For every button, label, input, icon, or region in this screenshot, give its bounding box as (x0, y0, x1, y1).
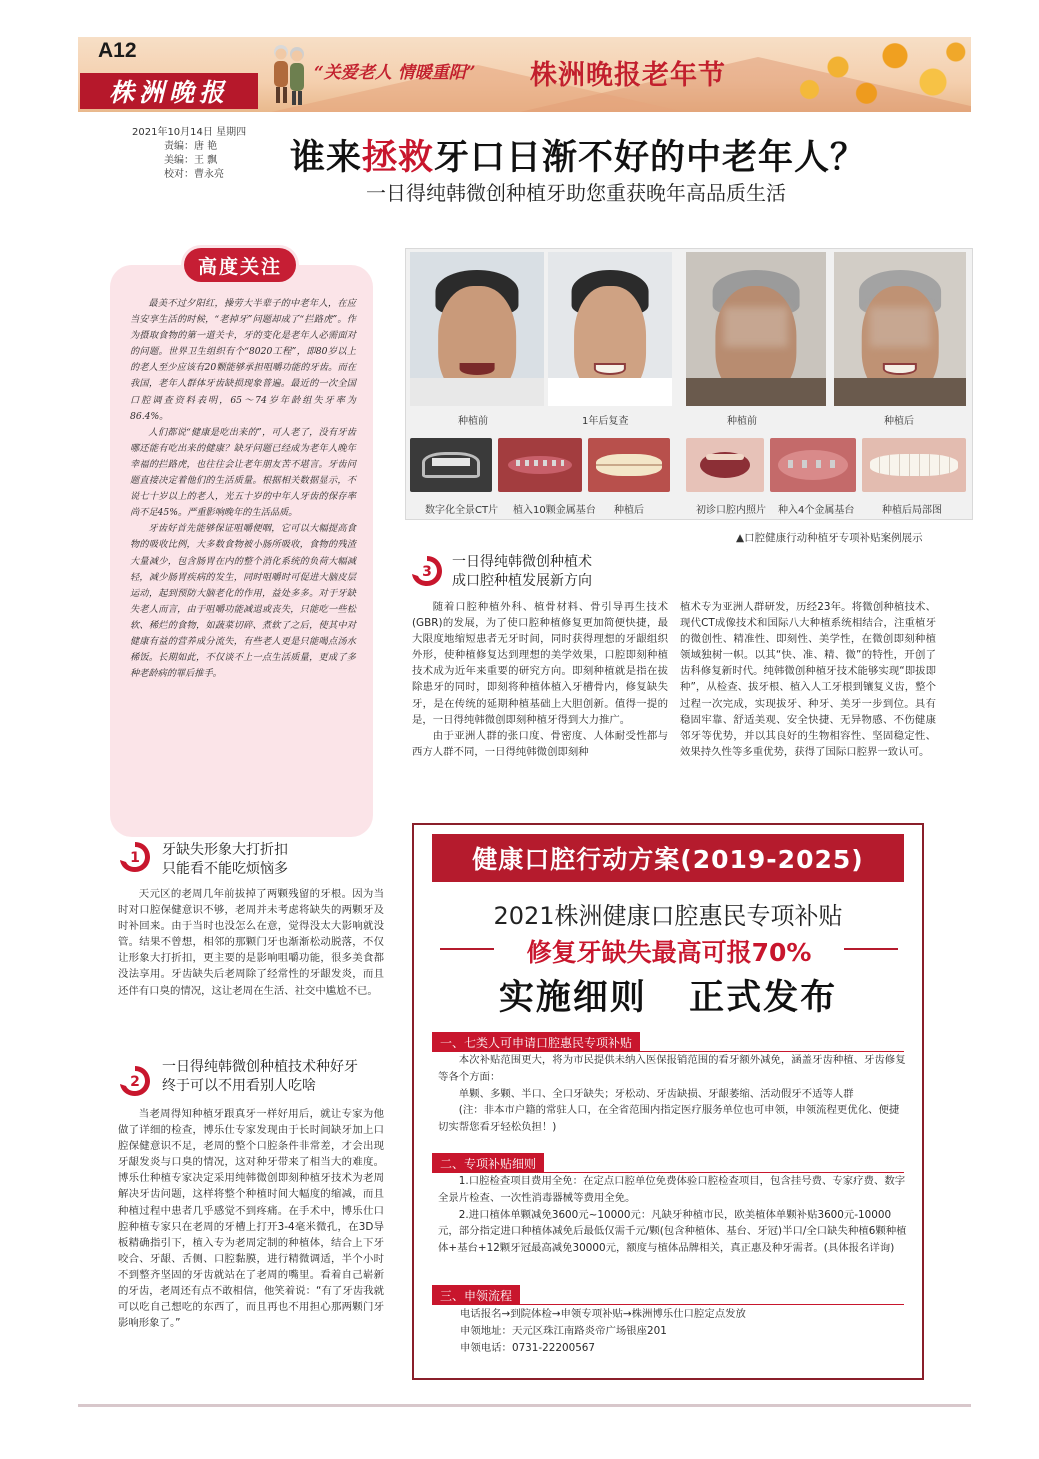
focus-paragraph: 最美不过夕阳红，操劳大半辈子的中老年人，在应当安享生活的时候，“老掉牙”问题却成了“拦路虎”。作为摄取食物的第一道关卡，牙的变化是老年人必需面对的问题。世界卫生组织有个“8020工程”，即80岁以上的老人至少应该有20颗能够承担咀嚼功能的牙齿。而在我国，老年人群体牙齿缺损现象普遍。最近的一次全国口腔调查资料表明，65～74岁年龄组失牙率为86.4%。 (130, 298, 356, 422)
patient-photo-before (410, 252, 544, 406)
initial-oral-photo (686, 438, 764, 492)
proofreader-credit: 校对：曹永亮 (164, 169, 224, 180)
strip-caption: 初诊口腔内照片 (696, 505, 766, 516)
divider (432, 1304, 904, 1305)
plan-section1-body: 本次补贴范围更大，将为市民提供未纳入医保报销范围的看牙额外减免，涵盖牙齿种植、牙齿修复等各个方面： 单颗、多颗、半口、全口牙缺失；牙松动、牙齿缺损、牙龈萎缩、活动假牙不适等人群 (注：非本市户籍的常驻人口，在全省范围内指定医疗服务单位也可申领，申领流程更优化、便捷切实帮您看牙轻松负担！) (438, 1054, 906, 1134)
byline-meta (132, 126, 246, 182)
application-process: 电话报名→到院体检→申领专项补贴→株洲博乐仕口腔定点发放 (460, 1308, 746, 1320)
section1-title: 牙缺失形象大打折扣 只能看不能吃烦恼多 (162, 842, 288, 877)
newspaper-logo: 株洲晚报 (80, 73, 258, 109)
svg-text:1: 1 (130, 850, 140, 866)
focus-paragraph: 人们都说“健康是吃出来的”，可人老了，没有牙齿哪还能有吃出来的健康？缺牙问题已经成为老年人晚年幸福的拦路虎，也往往会让老年朋友苦不堪言。牙齿问题直接决定着他们的生活质量。根据相关数据显示，不说七十岁以上的老人，光五十岁的中年人牙齿的保存率尚不足45%。严重影响晚年的生活品质。 (130, 426, 356, 519)
plan-subtitle: 2021株洲健康口腔惠民专项补贴 (493, 902, 843, 930)
section2-title: 一日得纯韩微创种植技术种好牙 终于可以不用看别人吃啥 (162, 1059, 358, 1094)
photo-caption: 种植前 (458, 416, 488, 427)
plan-section2-tag: 二、专项补贴细则 (432, 1153, 544, 1173)
section3-col1: 随着口腔种植外科、植骨材料、骨引导再生技术(GBR)的发展，为了使口腔种植修复更加简便快捷，最大限度地缩短患者无牙时间，同时获得理想的牙龈组织外形，使种植修复达到理想的美学效果，口腔即刻种植技术成为近年来重要的研究方向。即刻种植就是指在拔除患牙的同时，即刻将种植体植入牙槽骨内，修复缺失牙，是在传统的延期种植基础上大胆创新。值得一提的是，一日得纯韩微创即刻种植牙得到大力推广。 由于亚洲人群的张口度、骨密度、人体耐受性都与西方人群不同，一日得纯韩微创即刻种 (412, 601, 668, 758)
patient2-photo-before (686, 252, 826, 406)
strip-caption: 种植后 (614, 505, 644, 516)
section-number-2-icon (118, 1064, 152, 1098)
page-subheadline: 一日得纯韩微创种植牙助您重获晚年高品质生活 (366, 181, 786, 205)
plan-section1-tag: 一、七类人可申请口腔惠民专项补贴 (432, 1032, 640, 1052)
focus-badge: 高度关注 (184, 248, 296, 282)
strip-caption: 数字化全景CT片 (425, 505, 499, 516)
focus-body (130, 296, 356, 682)
festival-title: 株洲晚报老年节 (530, 60, 726, 91)
plan-section3-tag: 三、申领流程 (432, 1285, 520, 1305)
plan-section3-body (460, 1306, 900, 1356)
patient-photo-after (548, 252, 672, 406)
designer-credit: 美编：王 飘 (164, 155, 218, 166)
svg-text:2: 2 (130, 1074, 140, 1090)
focus-paragraph: 牙齿好首先能够保证咀嚼便咽，它可以大幅提高食物的吸收比例，大多数食物被小肠所吸收，食物的残渣大量减少，包含肠胃在内的整个消化系统的负荷大幅减轻，减少肠胃疾病的发生，同时咀嚼时可促进大脑皮层运动，起到预防大脑老化的作用，益处多多。对于牙缺失老人而言，由于咀嚼功能减退或丧失，只能吃一些松软、稀烂的食物，如蔬菜切碎、煮软了之后，使其中对健康有益的营养成分流失，有些老人更是只能喝点汤水稀饭。长期如此，不仅谈不上一点生活质量，更成了多种老龄病的罪后推手。 (130, 523, 356, 680)
section-number-1-icon (118, 840, 152, 874)
ct-scan-image (410, 438, 492, 492)
strip-caption: 种入4个金属基台 (778, 505, 855, 516)
section3-title: 一日得纯韩微创种植术 成口腔种植发展新方向 (452, 554, 592, 589)
photo-caption: 1年后复查 (582, 416, 629, 427)
section3-col2: 植术专为亚洲人群研发，历经23年。将微创种植技术、现代CT成像技术和国际八大种植系统相结合，注重植牙的微创性、精准性、即刻性、美学性，在微创即刻种植领域独树一帜。以其“快、准、精、微”的特性，开创了齿科修复新时代。纯韩微创种植牙技术能够实现“即拔即种”，从检查、拔牙根、植入人工牙根到镶复义齿，整个过程一次完成，实现拔牙、种牙、美牙一步到位。具有稳固牢靠、舒适美观、安全快捷、无异物感、不伤健康邻牙等优势，并以其良好的生物相容性、坚固稳定性、效果持久性等多重优势，获得了国际口腔界一致认可。 (680, 601, 936, 758)
headline-highlight: 拯救 (362, 138, 435, 178)
strip-caption: 种植后局部图 (882, 505, 942, 516)
strip-caption: 植入10颗金属基台 (513, 505, 596, 516)
issue-date: 2021年10月14日 星期四 (132, 127, 247, 138)
post-implant-closeup (862, 438, 966, 492)
page-number: A12 (98, 39, 137, 62)
plan-highlight: 修复牙缺失最高可报70% (526, 938, 812, 967)
photo-caption: 种植后 (884, 416, 914, 427)
editor-credit: 责编：唐 艳 (164, 141, 218, 152)
chrysanthemum-decoration (781, 37, 971, 112)
implant-result-image (588, 438, 670, 492)
application-phone: 申领电话：0731-22200567 (460, 1341, 596, 1354)
plan-highlight-row (440, 933, 898, 967)
svg-text:3: 3 (422, 564, 432, 580)
implant-abutment-image (498, 438, 582, 492)
elderly-couple-illustration (268, 38, 310, 108)
photo-panel-caption: ▲口腔健康行动种植牙专项补贴案例展示 (736, 532, 923, 544)
section2-body: 当老周得知种植牙跟真牙一样好用后，就让专家为他做了详细的检查，博乐仕专家发现由于长时间缺牙加上口腔保健意识不足，老周的整个口腔条件非常差，才会出现牙龈发炎与口臭的情况，这对种牙带来了相当大的难度。博乐仕种植专家决定采用纯韩微创即刻种植牙技术为老周解决牙齿问题，这样将整个种植时间大幅度的缩减，而且种植过程中患者几乎感觉不到疼痛。在手术中，博乐仕口腔种植专家只在老周的牙槽上打开3-4毫米微孔，在3D导板精确指引下，植入专为老周定制的种植体，结合上下牙咬合、牙龈、舌侧、口腔黏膜，进行精微调适，半个小时不到整齐坚固的牙齿就站在了老周的嘴里。看着自己崭新的牙齿，老周还有点不敢相信，他笑着说：“有了牙齿我就可以吃自己想吃的东西了，而且再也不用担心那两颗门牙影响形象了。” (118, 1108, 384, 1330)
plan-title: 健康口腔行动方案(2019-2025) (432, 834, 904, 882)
plan-announcement: 实施细则 正式发布 (498, 978, 838, 1018)
plan-section2-body: 1.口腔检查项目费用全免：在定点口腔单位免费体验口腔检查项目，包含挂号费、专家疗费、数字全景片检查、一次性消毒器械等费用全免。 2.进口植体单颗减免3600元~10000元：凡缺牙种植市民，欧美植体单颗补贴3600元-10000元，部分指定进口种植体减免后最低仅需千元/颗(包含种植体、基台、牙冠)半口/全口缺失种植6颗种植体+基台+12颗牙冠最高减免30000元，额度与植体品牌相关，真正惠及种牙需者。(具体报名详询) (438, 1175, 907, 1255)
page-headline: 谁来拯救牙口日渐不好的中老年人？ (290, 138, 867, 178)
application-address: 申领地址：天元区珠江南路炎帝广场银座201 (460, 1324, 667, 1337)
patient2-photo-after (834, 252, 966, 406)
section1-body: 天元区的老周几年前拔掉了两颗残留的牙根。因为当时对口腔保健意识不够，老周并未考虑将缺失的两颗牙及时补回来。由于当时也没怎么在意，觉得没太大影响就没管。结果不曾想，相邻的那颗门牙也渐渐松动脱落，不仅让形象大打折扣，更主要的是影响咀嚼功能，很多美食都没法享用。牙齿缺失后老周除了经常性的牙龈发炎，而且还伴有口臭的情况，这让老周在生活、社交中尴尬不已。 (118, 888, 384, 997)
festival-slogan: “关爱老人 情暖重阳” (314, 63, 476, 83)
section-number-3-icon (410, 554, 444, 588)
page-bottom-rule (78, 1404, 971, 1407)
abutment-four-photo (770, 438, 856, 492)
photo-caption: 种植前 (727, 416, 757, 427)
